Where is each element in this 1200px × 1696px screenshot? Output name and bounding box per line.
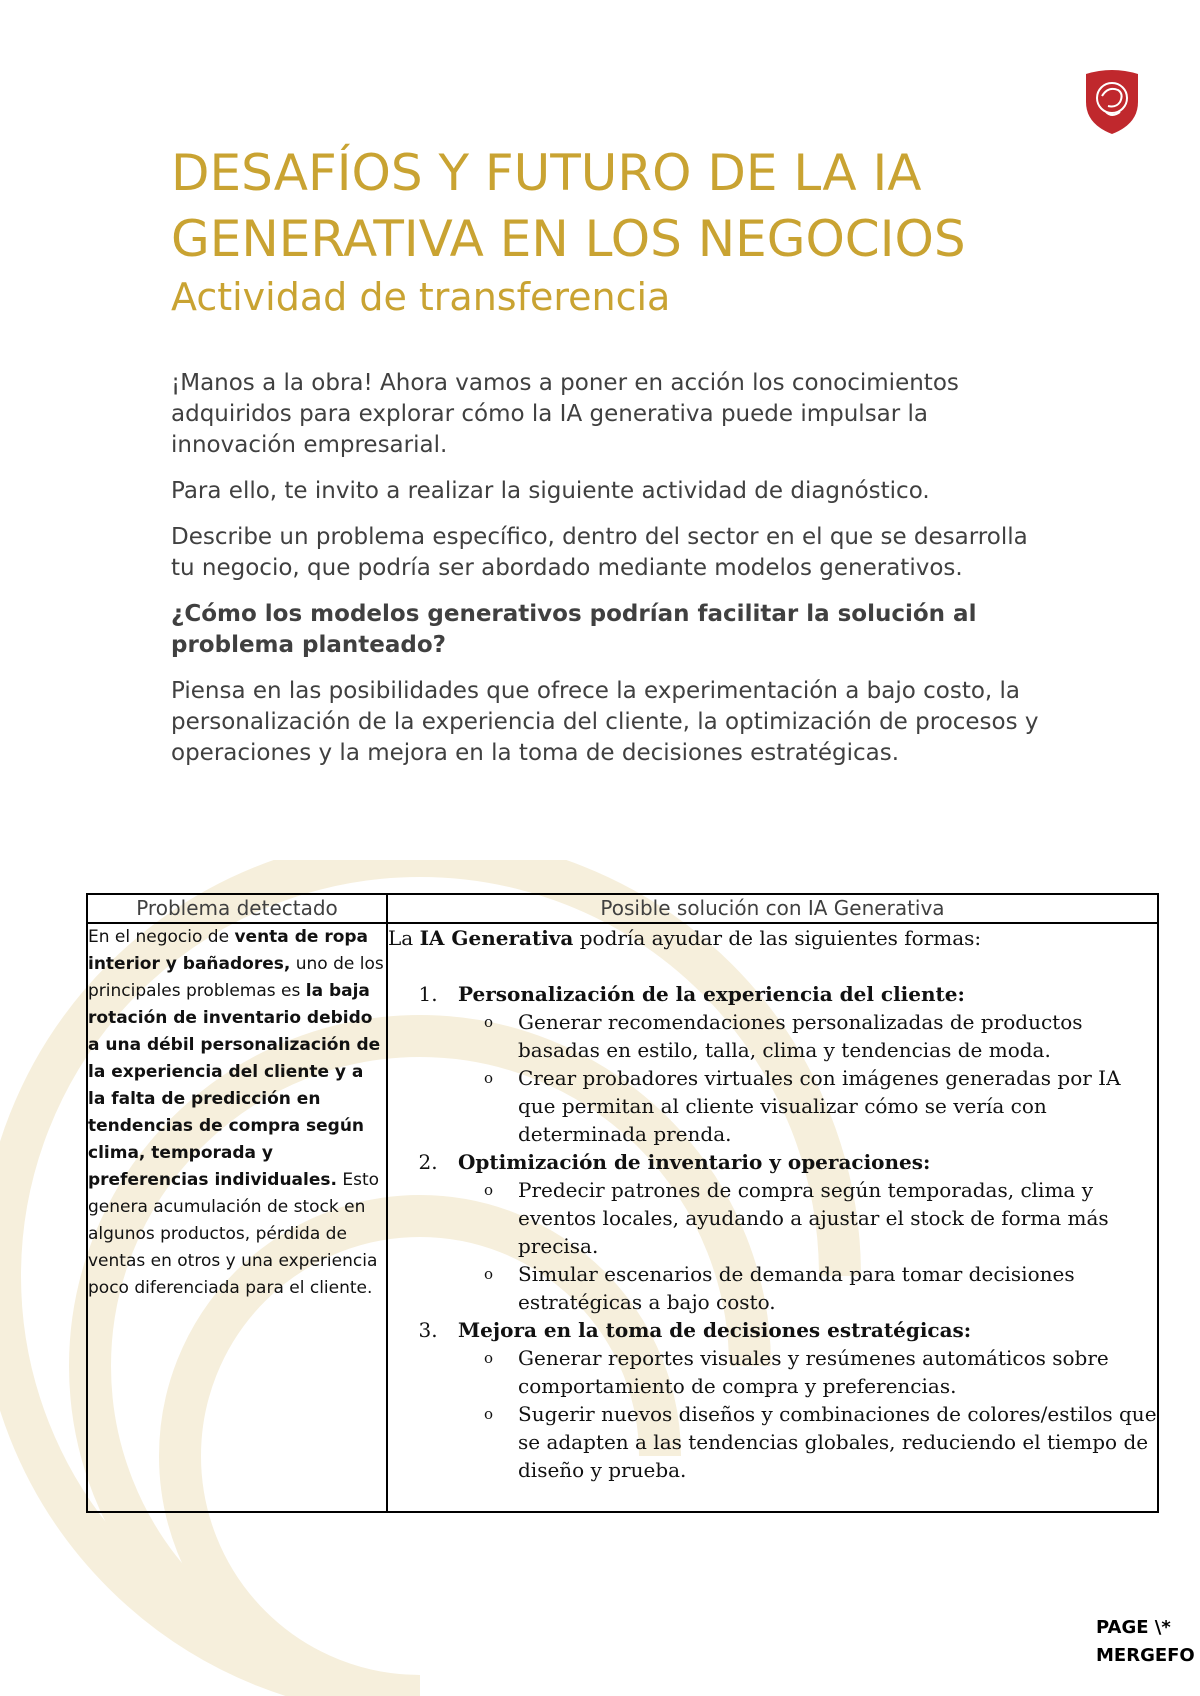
page-title — [171, 140, 1131, 272]
solution-item-title: Personalización de la experiencia del cliente: — [458, 982, 965, 1006]
intro-paragraph-1: ¡Manos a la obra! Ahora vamos a poner en acción los conocimientos adquiridos para explorar cómo la IA generativa puede impulsar la innovación empresarial. — [171, 370, 959, 458]
intro-paragraph-2: Para ello, te invito a realizar la siguiente actividad de diagnóstico. — [171, 478, 930, 504]
footer-line-1: PAGE \* — [1096, 1617, 1171, 1638]
problem-bold-2: la baja rotación de inventario debido a una débil personalización de la experiencia del cliente y a la falta de predicción en tendencias de compra según clima, temporada y preferencias individuales. — [88, 981, 381, 1190]
problem-text-1: En el negocio de — [88, 927, 235, 947]
guiding-question: ¿Cómo los modelos generativos podrían facilitar la solución al problema planteado? — [171, 601, 977, 658]
intro-paragraph-4: Piensa en las posibilidades que ofrece la experimentación a bajo costo, la personalización de la experiencia del cliente, la optimización de procesos y operaciones y la mejora en la toma de decisiones estratégicas. — [171, 678, 1039, 766]
footer-line-2: MERGEFO — [1096, 1645, 1195, 1666]
solution-intro — [388, 924, 1157, 952]
solution-subitem: o Simular escenarios de demanda para tomar decisiones estratégicas a bajo costo. — [518, 1260, 1157, 1316]
activity-table — [86, 893, 1159, 1513]
solution-list — [388, 980, 1157, 1484]
solution-item — [444, 980, 1157, 1148]
solution-subitem: o Generar reportes visuales y resúmenes automáticos sobre comportamiento de compra y preferencias. — [518, 1344, 1157, 1400]
problem-bold-1: venta de ropa interior y bañadores, — [88, 927, 369, 974]
header-solution: Posible solución con IA Generativa — [387, 894, 1158, 923]
solution-subitem: o Sugerir nuevos diseños y combinaciones de colores/estilos que se adapten a las tendencias globales, reduciendo el tiempo de diseño y prueba. — [518, 1400, 1157, 1484]
intro-section — [171, 368, 1051, 784]
header-problem: Problema detectado — [87, 894, 387, 923]
solution-item-title: Mejora en la toma de decisiones estratégicas: — [458, 1318, 972, 1342]
solution-cell — [387, 923, 1158, 1512]
solution-intro-post: podría ayudar de las siguientes formas: — [573, 926, 982, 950]
solution-item — [444, 1148, 1157, 1316]
problem-cell — [87, 923, 387, 1512]
title-line-2: GENERATIVA EN LOS NEGOCIOS — [171, 210, 966, 268]
solution-sublist — [458, 1344, 1157, 1484]
page-subtitle: Actividad de transferencia — [171, 275, 671, 319]
solution-subitem: o Predecir patrones de compra según temporadas, clima y eventos locales, ayudando a ajustar el stock de forma más precisa. — [518, 1176, 1157, 1260]
solution-intro-pre: La — [388, 926, 420, 950]
solution-subitem: o Crear probadores virtuales con imágenes generadas por IA que permitan al cliente visualizar cómo se vería con determinada prenda. — [518, 1064, 1157, 1148]
intro-paragraph-3: Describe un problema específico, dentro del sector en el que se desarrolla tu negocio, que podría ser abordado mediante modelos generativos. — [171, 524, 1028, 581]
solution-sublist — [458, 1176, 1157, 1316]
solution-item-title: Optimización de inventario y operaciones: — [458, 1150, 931, 1174]
solution-item — [444, 1316, 1157, 1484]
problem-text-3: Esto genera acumulación de stock en algunos productos, pérdida de ventas en otros y una experiencia poco diferenciada para el cliente. — [88, 1170, 380, 1298]
solution-sublist — [458, 1008, 1157, 1148]
solution-subitem: o Generar recomendaciones personalizadas de productos basadas en estilo, talla, clima y tendencias de moda. — [518, 1008, 1157, 1064]
solution-intro-bold: IA Generativa — [419, 926, 574, 950]
problem-text-2: uno de los principales problemas es — [88, 954, 384, 1001]
page-footer-field — [1096, 1614, 1200, 1670]
title-line-1: DESAFÍOS Y FUTURO DE LA IA — [171, 144, 922, 202]
university-shield-logo — [1080, 68, 1144, 136]
